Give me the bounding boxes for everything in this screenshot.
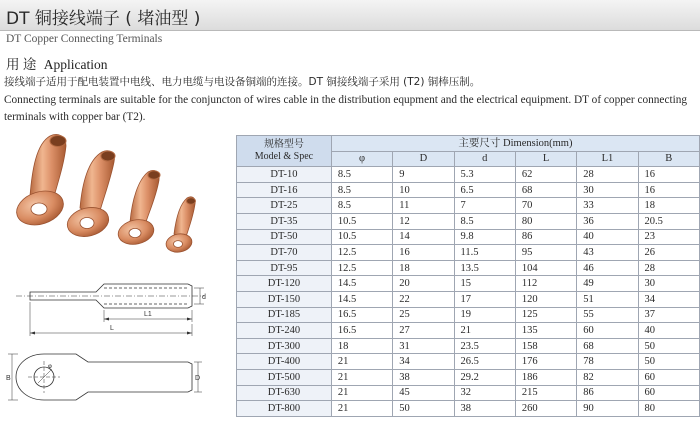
model-cell: DT-70 bbox=[237, 245, 332, 261]
dimension-cell: 60 bbox=[577, 323, 638, 339]
table-row bbox=[237, 369, 700, 385]
dimension-cell: 60 bbox=[638, 385, 699, 401]
dimension-cell: 25 bbox=[393, 307, 454, 323]
dimension-cell: 5.3 bbox=[454, 167, 515, 183]
dimension-cell: 55 bbox=[577, 307, 638, 323]
column-header: B bbox=[638, 151, 699, 167]
dimension-cell: 11.5 bbox=[454, 245, 515, 261]
dimension-cell: 28 bbox=[577, 167, 638, 183]
dimension-cell: 45 bbox=[393, 385, 454, 401]
dimension-cell: 26.5 bbox=[454, 354, 515, 370]
table-row bbox=[237, 229, 700, 245]
model-cell: DT-35 bbox=[237, 213, 332, 229]
column-header: L bbox=[515, 151, 576, 167]
spec-header-en: Model & Spec bbox=[254, 151, 314, 163]
dimension-cell: 40 bbox=[577, 229, 638, 245]
dimension-cell: 17 bbox=[454, 291, 515, 307]
model-cell: DT-10 bbox=[237, 167, 332, 183]
dimension-cell: 33 bbox=[577, 198, 638, 214]
dimension-cell: 30 bbox=[577, 182, 638, 198]
spec-column-header bbox=[237, 136, 332, 167]
dimension-cell: 104 bbox=[515, 260, 576, 276]
dimension-cell: 70 bbox=[515, 198, 576, 214]
dimension-cell: 15 bbox=[454, 276, 515, 292]
dimension-cell: 16 bbox=[638, 167, 699, 183]
page-subtitle: DT Copper Connecting Terminals bbox=[6, 33, 163, 45]
terminal-lugs-photo bbox=[6, 126, 206, 264]
dimension-cell: 31 bbox=[393, 338, 454, 354]
dimension-cell: 112 bbox=[515, 276, 576, 292]
dimension-cell: 43 bbox=[577, 245, 638, 261]
dimension-cell: 49 bbox=[577, 276, 638, 292]
page-title: DT 铜接线端子 ( 堵油型 ) bbox=[6, 9, 201, 29]
model-cell: DT-16 bbox=[237, 182, 332, 198]
dimension-cell: 60 bbox=[638, 369, 699, 385]
dimension-cell: 86 bbox=[515, 229, 576, 245]
model-cell: DT-630 bbox=[237, 385, 332, 401]
dimension-cell: 86 bbox=[577, 385, 638, 401]
dimension-cell: 23.5 bbox=[454, 338, 515, 354]
table-row bbox=[237, 354, 700, 370]
dimension-cell: 18 bbox=[638, 198, 699, 214]
dimension-cell: 6.5 bbox=[454, 182, 515, 198]
lug-small bbox=[165, 197, 196, 254]
dimension-cell: 18 bbox=[331, 338, 392, 354]
dimension-cell: 68 bbox=[515, 182, 576, 198]
dimension-cell: 12.5 bbox=[331, 260, 392, 276]
model-cell: DT-50 bbox=[237, 229, 332, 245]
table-row bbox=[237, 338, 700, 354]
column-header: D bbox=[393, 151, 454, 167]
lug-large bbox=[12, 134, 68, 230]
dimension-cell: 19 bbox=[454, 307, 515, 323]
dimension-cell: 158 bbox=[515, 338, 576, 354]
table-row bbox=[237, 260, 700, 276]
table-row bbox=[237, 198, 700, 214]
dimension-cell: 18 bbox=[393, 260, 454, 276]
dimension-cell: 78 bbox=[577, 354, 638, 370]
dimension-cell: 9.8 bbox=[454, 229, 515, 245]
dim-label-d: d bbox=[202, 294, 206, 301]
dimension-cell: 29.2 bbox=[454, 369, 515, 385]
dimension-cell: 40 bbox=[638, 323, 699, 339]
dimension-cell: 10.5 bbox=[331, 213, 392, 229]
table-row bbox=[237, 291, 700, 307]
table-row bbox=[237, 213, 700, 229]
dimension-cell: 10 bbox=[393, 182, 454, 198]
dimension-cell: 260 bbox=[515, 401, 576, 417]
dimension-cell: 36 bbox=[577, 213, 638, 229]
dimension-cell: 90 bbox=[577, 401, 638, 417]
lug-medium bbox=[116, 170, 160, 247]
dimension-cell: 11 bbox=[393, 198, 454, 214]
dimension-cell: 20 bbox=[393, 276, 454, 292]
dim-label-b: B bbox=[6, 375, 11, 382]
dimension-cell: 21 bbox=[331, 385, 392, 401]
application-heading-cn: 用 途 bbox=[6, 57, 37, 72]
column-header: L1 bbox=[577, 151, 638, 167]
dimension-cell: 21 bbox=[331, 369, 392, 385]
column-header: d bbox=[454, 151, 515, 167]
dimension-cell: 12 bbox=[393, 213, 454, 229]
dimension-cell: 38 bbox=[393, 369, 454, 385]
dim-label-phi: φ bbox=[48, 363, 52, 370]
application-heading bbox=[6, 53, 108, 73]
dimension-cell: 23 bbox=[638, 229, 699, 245]
dimension-cell: 7 bbox=[454, 198, 515, 214]
side-view-drawing bbox=[8, 266, 208, 344]
spec-table bbox=[236, 135, 700, 417]
dimension-cell: 120 bbox=[515, 291, 576, 307]
dim-label-l: L bbox=[110, 325, 114, 332]
dimension-cell: 28 bbox=[638, 260, 699, 276]
dimension-cell: 8.5 bbox=[454, 213, 515, 229]
table-row bbox=[237, 276, 700, 292]
dimension-cell: 50 bbox=[393, 401, 454, 417]
dimension-cell: 82 bbox=[577, 369, 638, 385]
table-row bbox=[237, 307, 700, 323]
dimension-cell: 95 bbox=[515, 245, 576, 261]
dimension-cell: 20.5 bbox=[638, 213, 699, 229]
application-heading-en: Application bbox=[43, 57, 108, 72]
model-cell: DT-500 bbox=[237, 369, 332, 385]
model-cell: DT-25 bbox=[237, 198, 332, 214]
dimension-cell: 21 bbox=[331, 354, 392, 370]
table-row bbox=[237, 323, 700, 339]
model-cell: DT-95 bbox=[237, 260, 332, 276]
dimension-cell: 176 bbox=[515, 354, 576, 370]
dimension-cell: 34 bbox=[393, 354, 454, 370]
dimension-cell: 16.5 bbox=[331, 307, 392, 323]
lug-medium-large bbox=[64, 151, 115, 241]
model-cell: DT-150 bbox=[237, 291, 332, 307]
spec-table-body bbox=[237, 167, 700, 417]
dimension-cell: 32 bbox=[454, 385, 515, 401]
dimension-cell: 62 bbox=[515, 167, 576, 183]
dimension-cell: 50 bbox=[638, 354, 699, 370]
application-text-en: Connecting terminals are suitable for the conjuncton of wires cable in the distribution equpment and the electrical equipment. DT of copper connecting terminals with copper bar (T2). bbox=[4, 94, 688, 123]
top-view-drawing bbox=[4, 346, 204, 408]
dimension-cell: 16 bbox=[638, 182, 699, 198]
dim-label-l1: L1 bbox=[144, 311, 152, 318]
dimension-cell: 27 bbox=[393, 323, 454, 339]
table-row bbox=[237, 182, 700, 198]
dimension-cell: 30 bbox=[638, 276, 699, 292]
dimension-cell: 38 bbox=[454, 401, 515, 417]
dimension-cell: 10.5 bbox=[331, 229, 392, 245]
model-cell: DT-185 bbox=[237, 307, 332, 323]
model-cell: DT-120 bbox=[237, 276, 332, 292]
dimension-cell: 22 bbox=[393, 291, 454, 307]
dimension-cell: 50 bbox=[638, 338, 699, 354]
dimension-cell: 21 bbox=[331, 401, 392, 417]
table-row bbox=[237, 401, 700, 417]
title-bar bbox=[0, 0, 700, 31]
dimension-cell: 215 bbox=[515, 385, 576, 401]
model-cell: DT-400 bbox=[237, 354, 332, 370]
dimension-cell: 9 bbox=[393, 167, 454, 183]
dim-label-dd: D bbox=[195, 375, 201, 382]
dimension-cell: 135 bbox=[515, 323, 576, 339]
column-header: φ bbox=[331, 151, 392, 167]
application-text-cn: 接线端子适用于配电装置中电线、电力电缆与电设备铜端的连接。DT 铜接线端子采用 (T2) 铜棒压制。 bbox=[4, 76, 481, 88]
dimension-cell: 80 bbox=[515, 213, 576, 229]
model-cell: DT-240 bbox=[237, 323, 332, 339]
dimension-cell: 46 bbox=[577, 260, 638, 276]
dimension-cell: 16 bbox=[393, 245, 454, 261]
table-row bbox=[237, 245, 700, 261]
dimension-cell: 12.5 bbox=[331, 245, 392, 261]
dimension-cell: 186 bbox=[515, 369, 576, 385]
dimension-cell: 37 bbox=[638, 307, 699, 323]
dimension-cell: 80 bbox=[638, 401, 699, 417]
dimension-cell: 68 bbox=[577, 338, 638, 354]
dimension-cell: 16.5 bbox=[331, 323, 392, 339]
dimension-cell: 8.5 bbox=[331, 167, 392, 183]
table-row bbox=[237, 385, 700, 401]
dimension-cell: 26 bbox=[638, 245, 699, 261]
model-cell: DT-300 bbox=[237, 338, 332, 354]
dimension-cell: 21 bbox=[454, 323, 515, 339]
dimension-cell: 14.5 bbox=[331, 291, 392, 307]
dimension-cell: 13.5 bbox=[454, 260, 515, 276]
table-row bbox=[237, 167, 700, 183]
dimension-cell: 8.5 bbox=[331, 182, 392, 198]
dimension-cell: 14.5 bbox=[331, 276, 392, 292]
dimension-header: 主要尺寸 Dimension(mm) bbox=[331, 136, 699, 152]
dimension-cell: 34 bbox=[638, 291, 699, 307]
dimension-cell: 8.5 bbox=[331, 198, 392, 214]
model-cell: DT-800 bbox=[237, 401, 332, 417]
dimension-cell: 14 bbox=[393, 229, 454, 245]
dimension-cell: 125 bbox=[515, 307, 576, 323]
dimension-cell: 51 bbox=[577, 291, 638, 307]
spec-header-cn: 规格型号 bbox=[263, 139, 304, 151]
